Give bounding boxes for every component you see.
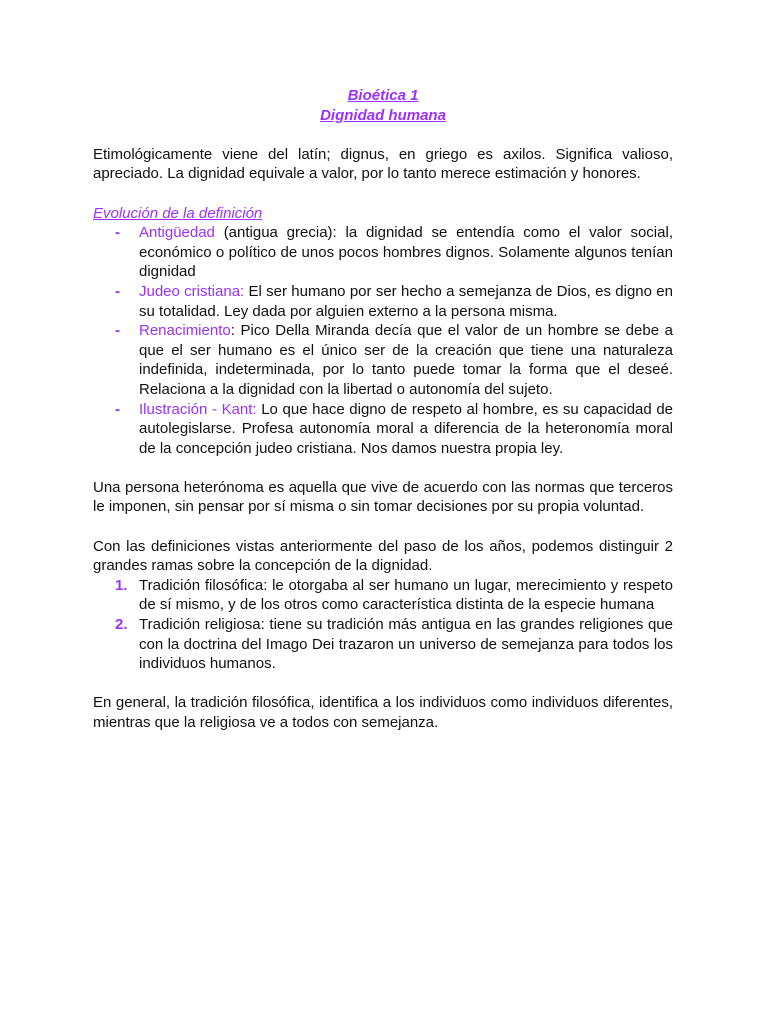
item-text: Tradición religiosa: tiene su tradición más antigua en las grandes religiones que con la doctrina del Imago Dei trazaron un universo de semejanza para todos los individuos humanos.: [139, 616, 673, 673]
list-item-renacimiento: [93, 321, 673, 399]
spacer: [93, 184, 673, 204]
term-label: Judeo cristiana:: [139, 282, 245, 300]
term-label: Ilustración - Kant:: [139, 400, 257, 418]
conclusion-paragraph: En general, la tradición filosófica, identifica a los individuos como individuos diferentes, mientras que la religiosa ve a todos con semejanza.: [93, 694, 673, 731]
spacer: [93, 674, 673, 694]
list-item-judeo-cristiana: [93, 282, 673, 321]
item-text: El ser humano por ser hecho a semejanza de Dios, es digno en su totalidad. Ley dada por alguien externo a la persona misma.: [139, 282, 673, 320]
number-marker: 2.: [115, 616, 128, 634]
item-text: Lo que hace digno de respeto al hombre, es su capacidad de autolegislarse. Profesa autonomía moral a diferencia de la heteronomía moral de la concepción judeo cristiana. Nos damos nuestra propia ley.: [139, 400, 674, 457]
spacer: [93, 517, 673, 537]
item-text: Tradición filosófica: le otorgaba al ser humano un lugar, merecimiento y respeto de sí mismo, y de los otros como característica distinta de la especie humana: [139, 576, 673, 614]
spacer: [93, 458, 673, 478]
document-title: Bioética 1: [347, 87, 419, 104]
bullet-marker: -: [115, 282, 120, 300]
section-heading-evolution: Evolución de la definición: [93, 204, 263, 222]
intro-paragraph: Etimológicamente viene del latín; dignus, en griego es axilos. Significa valioso, apreciado. La dignidad equivale a valor, por lo tanto merece estimación y honores.: [93, 145, 673, 183]
spacer: [93, 125, 673, 145]
term-label: Antigüedad: [139, 224, 215, 242]
item-text: : Pico Della Miranda decía que el valor de un hombre se debe a que el ser humano es el único ser de la creación que tiene una naturaleza indefinida, indeterminada, por lo tanto puede tomar la forma que el deseé. Relaciona a la dignidad con la libertad o autonomía del sujeto.: [139, 322, 673, 398]
list-item-tradicion-filosofica: [93, 576, 673, 615]
document-page: [93, 86, 673, 733]
heteronomous-paragraph: Una persona heterónoma es aquella que vive de acuerdo con las normas que terceros le imponen, sin pensar por sí misma o sin tomar decisiones por su propia voluntad.: [93, 478, 673, 516]
list-item-tradicion-religiosa: [93, 615, 673, 674]
bullet-marker: -: [115, 224, 120, 242]
item-text: (antigua grecia): la dignidad se entendía como el valor social, económico o político de unos pocos hombres dignos. Solamente algunos tenían dignidad: [139, 224, 673, 281]
document-subtitle: Dignidad humana: [320, 106, 446, 124]
list-item-antiguedad: [93, 223, 673, 282]
number-marker: 1.: [115, 576, 128, 594]
list-item-ilustracion-kant: [93, 400, 673, 459]
term-label: Renacimiento: [139, 322, 231, 340]
bullet-marker: -: [115, 400, 120, 418]
bullet-marker: -: [115, 322, 120, 340]
branches-intro-paragraph: Con las definiciones vistas anteriormente del paso de los años, podemos distinguir 2 grandes ramas sobre la concepción de la dignidad.: [93, 537, 673, 575]
